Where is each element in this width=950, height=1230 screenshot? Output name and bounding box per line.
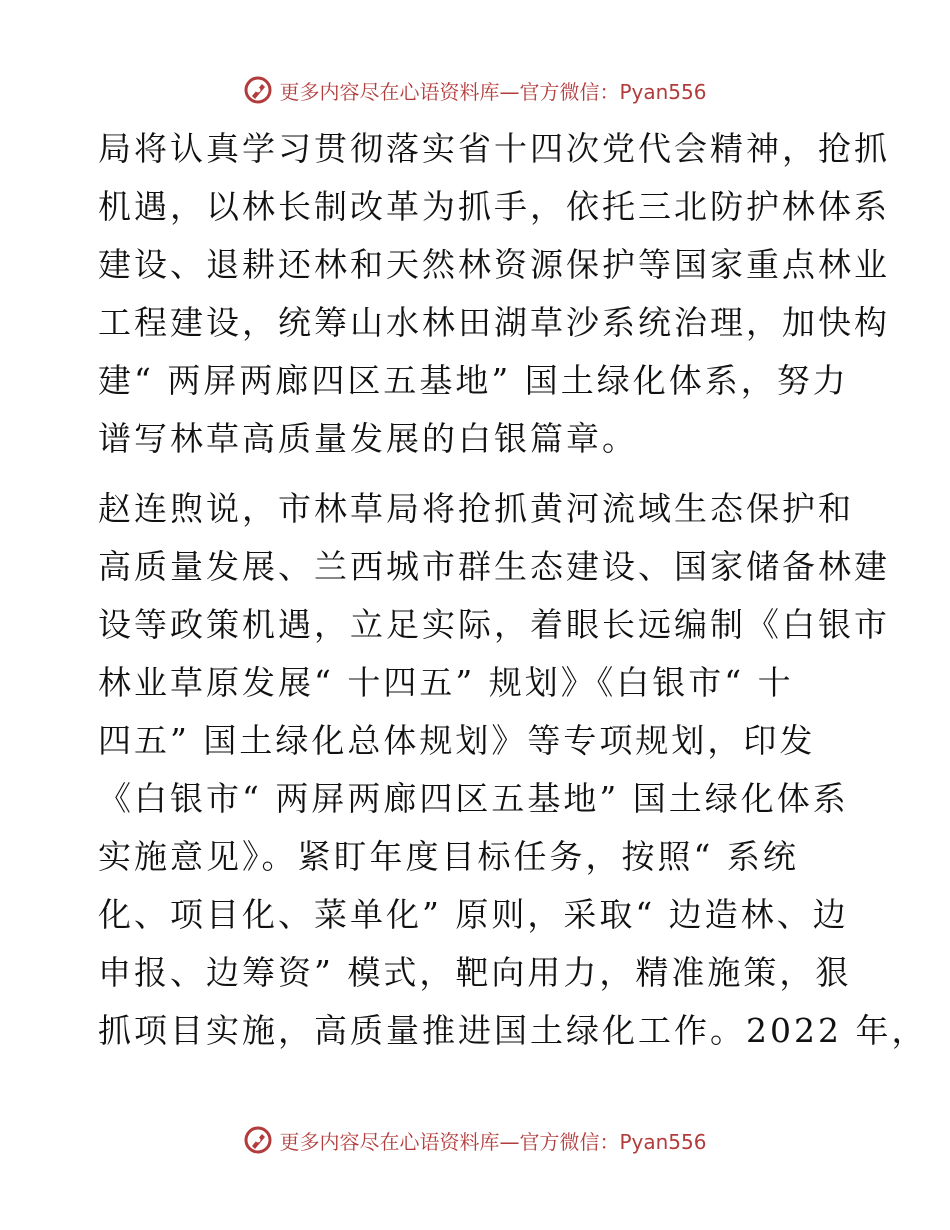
text-line: 化、项目化、菜单化” 原则，采取“ 边造林、边: [98, 895, 849, 934]
footer-watermark: [0, 1120, 950, 1160]
text-line: 申报、边筹资” 模式，靶向用力，精准施策，狠: [98, 953, 852, 992]
text-line: 建设、退耕还林和天然林资源保护等国家重点林业: [98, 245, 890, 284]
text-line: 建“ 两屏两廊四区五基地” 国土绿化体系，努力: [98, 361, 849, 400]
watermark-text: 更多内容尽在心语资料库—官方微信：Pyan556: [279, 79, 707, 104]
text-line: 《白银市“ 两屏两廊四区五基地” 国土绿化体系: [98, 779, 849, 818]
pen-logo-icon: [243, 1125, 273, 1155]
document-body: [98, 120, 928, 1060]
text-line: 林业草原发展“ 十四五” 规划》《白银市“ 十: [98, 663, 794, 702]
text-line: 实施意见》。紧盯年度目标任务，按照“ 系统: [98, 837, 799, 876]
text-line: 工程建设，统筹山水林田湖草沙系统治理，加快构: [98, 303, 890, 342]
pen-logo-icon: [243, 75, 273, 105]
header-watermark: [0, 70, 950, 110]
paragraph-1: [98, 120, 890, 468]
text-line: 高质量发展、兰西城市群生态建设、国家储备林建: [98, 547, 890, 586]
paragraph-gap: [98, 468, 858, 480]
watermark-text: 更多内容尽在心语资料库—官方微信：Pyan556: [279, 1129, 707, 1154]
text-line: 设等政策机遇，立足实际，着眼长远编制《白银市: [98, 605, 890, 644]
text-line: 抓项目实施，高质量推进国土绿化工作。2022 年，: [98, 1011, 928, 1050]
text-line: 四五” 国土绿化总体规划》等专项规划，印发: [98, 721, 816, 760]
text-line: 谱写林草高质量发展的白银篇章。: [98, 419, 638, 458]
text-line: 局将认真学习贯彻落实省十四次党代会精神，抢抓: [98, 129, 890, 168]
text-line: 机遇，以林长制改革为抓手，依托三北防护林体系: [98, 187, 890, 226]
text-line: 赵连煦说，市林草局将抢抓黄河流域生态保护和: [98, 489, 854, 528]
paragraph-2: [98, 480, 928, 1060]
